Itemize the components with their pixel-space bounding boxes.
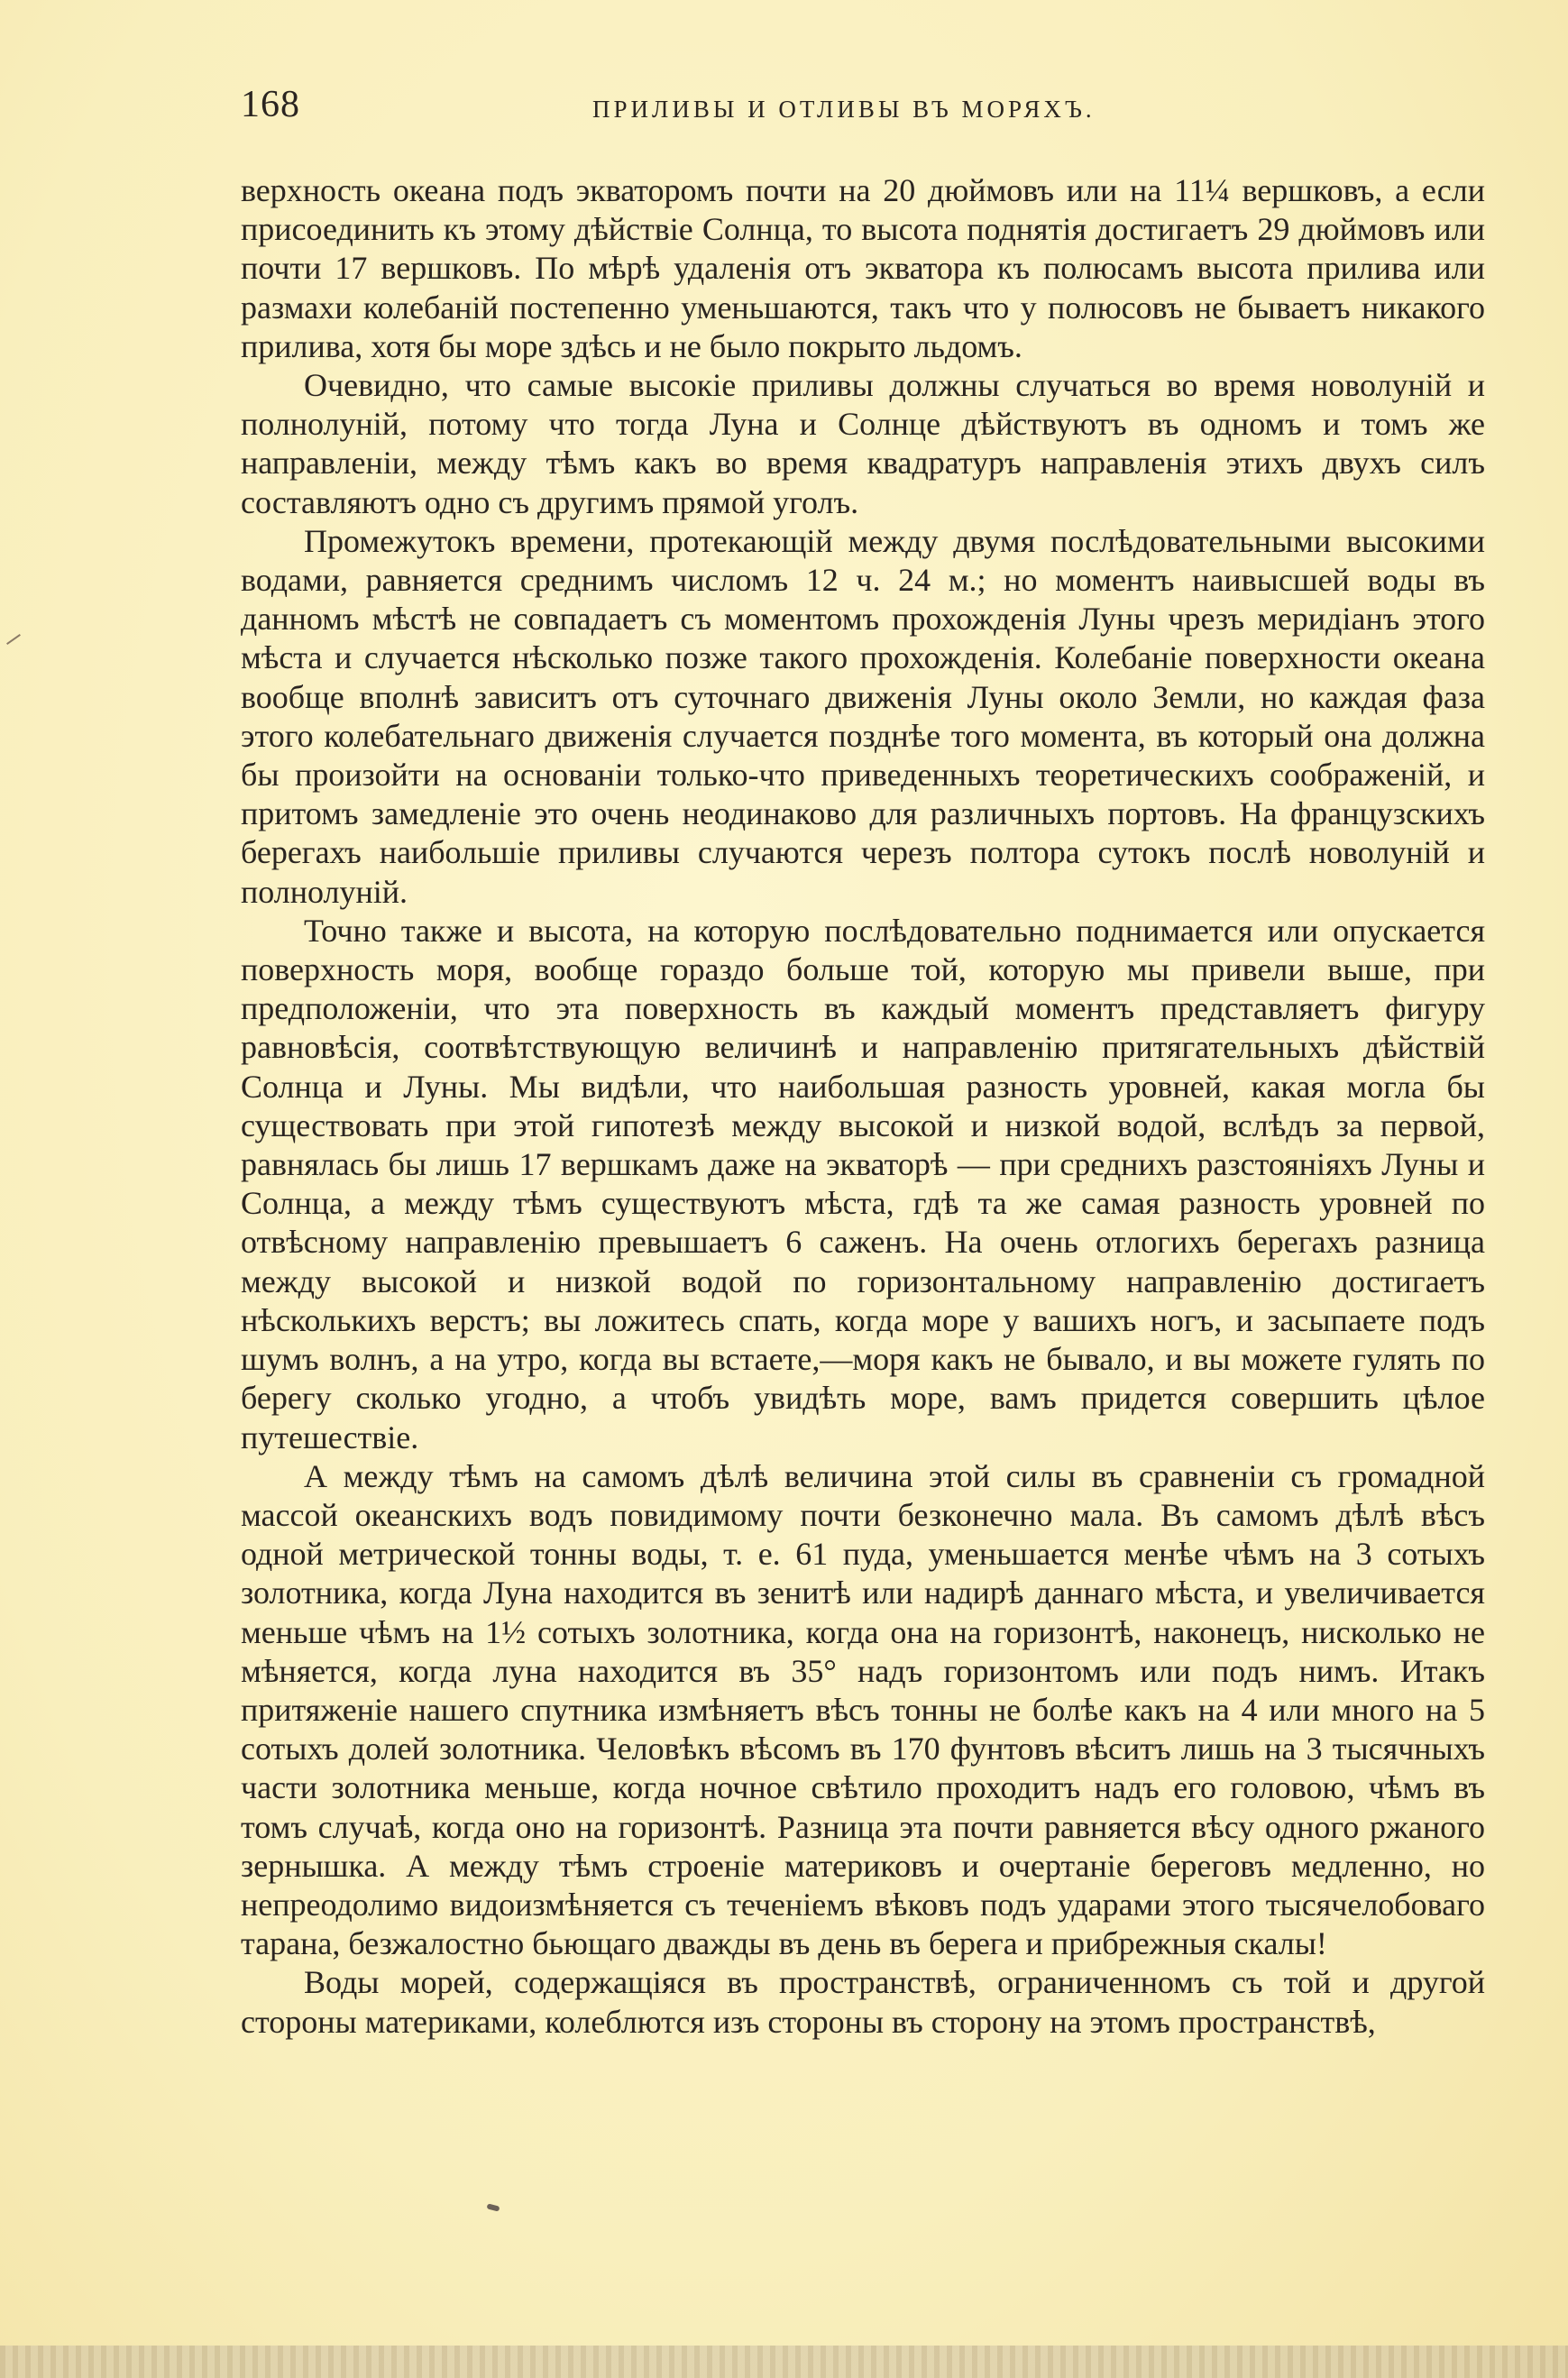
page-header: [241, 83, 1485, 137]
paragraph: Воды морей, содержащіяся въ пространствѣ, ограниченномъ съ той и другой стороны материками, колеблются изъ стороны въ сторону на этомъ пространствѣ,: [241, 1964, 1485, 2040]
paragraph: А между тѣмъ на самомъ дѣлѣ величина этой силы въ сравненіи съ громадной массой океанскихъ водъ повидимому почти безконечно мала. Въ самомъ дѣлѣ вѣсъ одной метрической тонны воды, т. е. 61 пуда, уменьшается менѣе чѣмъ на 3 сотыхъ золотника, когда Луна находится въ зенитѣ или надирѣ даннаго мѣста, и увеличивается меньше чѣмъ на 1½ сотыхъ золотника, когда она на горизонтѣ, наконецъ, нисколько не мѣняется, когда луна находится въ 35° надъ горизонтомъ или подъ нимъ. Итакъ притяженіе нашего спутника измѣняетъ вѣсъ тонны не болѣе какъ на 4 или много на 5 сотыхъ долей золотника. Человѣкъ вѣсомъ въ 170 фунтовъ вѣситъ лишь на 3 тысячныхъ части золотника меньше, когда ночное свѣтило проходитъ надъ его головою, чѣмъ въ томъ случаѣ, когда оно на горизонтѣ. Разница эта почти равняется вѣсу одного ржаного зернышка. А между тѣмъ строеніе материковъ и очертаніе береговъ медленно, но непреодолимо видоизмѣняется съ теченіемъ вѣковъ подъ ударами этого тысячелобоваго тарана, безжалостно бьющаго дважды въ день въ берега и прибрежныя скалы!: [241, 1457, 1485, 1962]
margin-pencil-mark: [6, 634, 21, 645]
ink-speck: [486, 2203, 500, 2211]
body-text: [241, 171, 1485, 2042]
running-title: ПРИЛИВЫ И ОТЛИВЫ ВЪ МОРЯХЪ.: [592, 96, 1096, 123]
paragraph: Очевидно, что самые высокіе приливы должны случаться во время новолуній и полнолуній, потому что тогда Луна и Солнце дѣйствуютъ въ одномъ и томъ же направленіи, между тѣмъ какъ во время квадратуръ направленія этихъ двухъ силъ составляютъ одно съ другимъ прямой уголъ.: [241, 367, 1485, 520]
page-bottom-edge: [0, 2346, 1568, 2378]
page-number: 168: [241, 84, 300, 125]
paragraph: Точно также и высота, на которую послѣдовательно поднимается или опускается поверхность моря, вообще гораздо больше той, которую мы привели выше, при предположеніи, что эта поверхность въ каждый моментъ представляетъ фигуру равновѣсія, соотвѣтствующую величинѣ и направленію притягательныхъ дѣйствій Солнца и Луны. Мы видѣли, что наибольшая разность уровней, какая могла бы существовать при этой гипотезѣ между высокой и низкой водой, вслѣдъ за первой, равнялась бы лишь 17 вершкамъ даже на экваторѣ — при среднихъ разстояніяхъ Луны и Солнца, а между тѣмъ существуютъ мѣста, гдѣ та же самая разность уровней по отвѣсному направленію превышаетъ 6 саженъ. На очень отлогихъ берегахъ разница между высокой и низкой водой по горизонтальному направленію достигаетъ нѣсколькихъ верстъ; вы ложитесь спать, когда море у вашихъ ногъ, и засыпаете подъ шумъ волнъ, а на утро, когда вы встаете,—моря какъ не бывало, и вы можете гулять по берегу сколько угодно, а чтобъ увидѣть море, вамъ придется совершить цѣлое путешествіе.: [241, 912, 1485, 1455]
paragraph: Промежутокъ времени, протекающій между двумя послѣдовательными высокими водами, равняется среднимъ числомъ 12 ч. 24 м.; но моментъ наивысшей воды въ данномъ мѣстѣ не совпадаетъ съ моментомъ прохожденія Луны чрезъ меридіанъ этого мѣста и случается нѣсколько позже такого прохожденія. Колебаніе поверхности океана вообще вполнѣ зависитъ отъ суточнаго движенія Луны около Земли, но каждая фаза этого колебательнаго движенія случается позднѣе того момента, въ который она должна бы произойти на основаніи только-что приведенныхъ теоретическихъ соображеній, и притомъ замедленіе это очень неодинаково для различныхъ портовъ. На французскихъ берегахъ наибольшіе приливы случаются черезъ полтора сутокъ послѣ новолуній и полнолуній.: [241, 522, 1485, 910]
paragraph-continuation: верхность океана подъ экваторомъ почти на 20 дюймовъ или на 11¼ вершковъ, а если присоединить къ этому дѣйствіе Солнца, то высота поднятія достигаетъ 29 дюймовъ или почти 17 вершковъ. По мѣрѣ удаленія отъ экватора къ полюсамъ высота прилива или размахи колебаній постепенно уменьшаются, такъ что у полюсовъ не бываетъ никакого прилива, хотя бы море здѣсь и не было покрыто льдомъ.: [241, 172, 1485, 364]
